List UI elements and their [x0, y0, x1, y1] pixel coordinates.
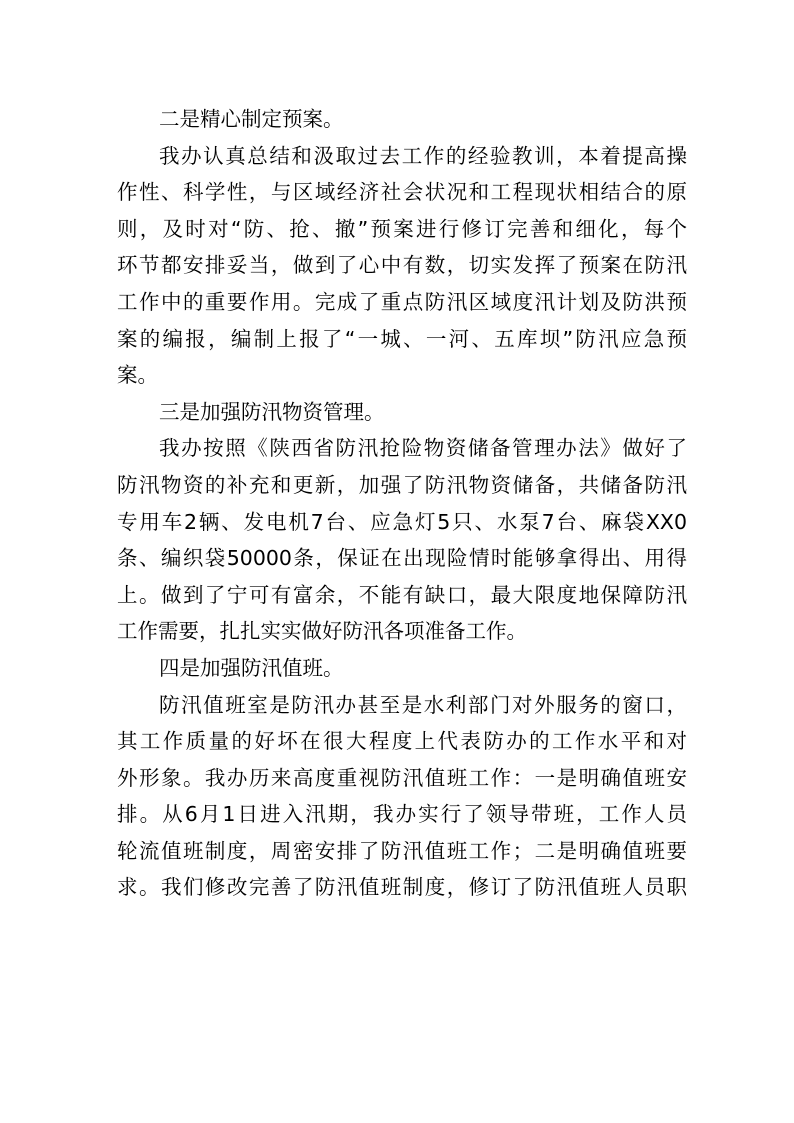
document-line: 轮流值班制度，周密安排了防汛值班工作；二是明确值班要	[117, 838, 687, 863]
document-line: 四是加强防汛值班。	[159, 655, 344, 680]
document-line: 条、编织袋50000条，保证在出现险情时能够拿得出、用得	[117, 546, 687, 571]
document-line: 工作需要，扎扎实实做好防汛各项准备工作。	[117, 619, 527, 644]
document-line: 我办认真总结和汲取过去工作的经验教训，本着提高操	[159, 143, 687, 168]
document-line: 案的编报，编制上报了“一城、一河、五库坝”防汛应急预	[117, 326, 687, 351]
document-line: 三是加强防汛物资管理。	[159, 399, 385, 424]
document-line: 其工作质量的好坏在很大程度上代表防办的工作水平和对	[117, 729, 687, 754]
document-line: 求。我们修改完善了防汛值班制度，修订了防汛值班人员职	[117, 875, 687, 900]
document-line: 工作中的重要作用。完成了重点防汛区域度汛计划及防洪预	[117, 289, 687, 314]
document-line: 则，及时对“防、抢、撤”预案进行修订完善和细化，每个	[117, 216, 687, 241]
document-line: 外形象。我办历来高度重视防汛值班工作：一是明确值班安	[117, 765, 687, 790]
document-line: 环节都安排妥当，做到了心中有数，切实发挥了预案在防汛	[117, 253, 687, 278]
document-line: 防汛值班室是防汛办甚至是水利部门对外服务的窗口，	[159, 692, 687, 717]
document-line: 二是精心制定预案。	[159, 107, 344, 131]
document-line: 作性、科学性，与区域经济社会状况和工程现状相结合的原	[117, 180, 687, 205]
document-line: 我办按照《陕西省防汛抢险物资储备管理办法》做好了	[159, 436, 687, 461]
document-line: 案。	[117, 363, 158, 388]
document-line: 专用车2辆、发电机7台、应急灯5只、水泵7台、麻袋XX0	[117, 509, 687, 534]
document-line: 上。做到了宁可有富余，不能有缺口，最大限度地保障防汛	[117, 582, 687, 607]
document-line: 排。从6月1日进入汛期，我办实行了领导带班，工作人员	[117, 802, 687, 827]
document-body	[117, 101, 687, 906]
document-line: 防汛物资的补充和更新，加强了防汛物资储备，共储备防汛	[117, 472, 687, 497]
